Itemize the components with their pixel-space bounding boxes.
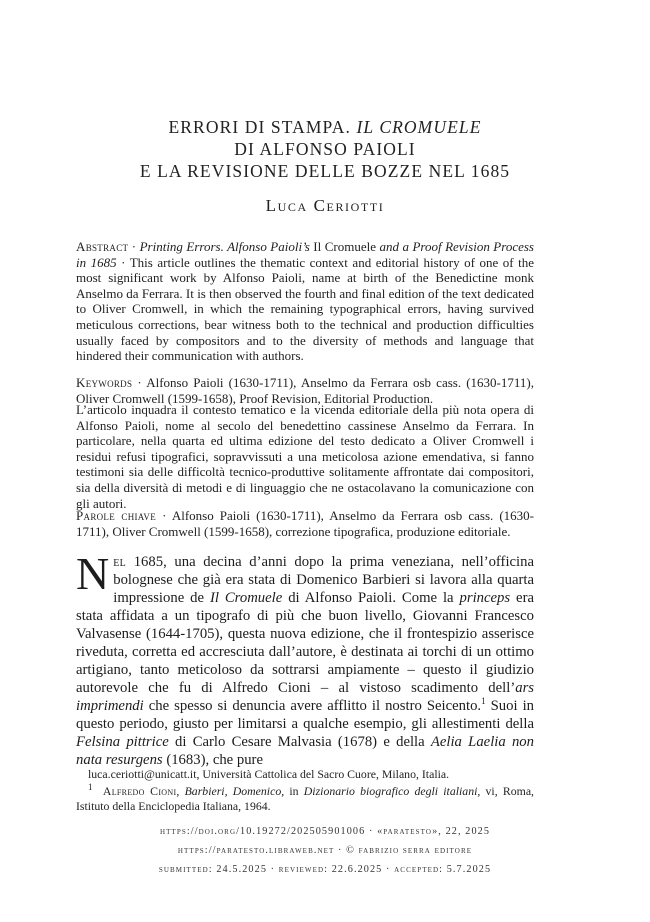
footer-doi[interactable]: https://doi.org/10.19272/202505901006 · «paratesto», 22, 2025 bbox=[159, 826, 491, 837]
parole-chiave: Parole chiave · Alfonso Paioli (1630-1711), Anselmo da Ferrara osb cass. (1630-1711), Oliver Cromwell (1599-1658), correzione tipografica, produzione editoriale. bbox=[76, 508, 535, 539]
abstract-text: This article outlines the thematic context and editorial history of one of the most significant work by Alfonso Paioli, name at birth of the Benedictine monk Anselmo da Ferrara. It is then observed the fourth and final edition of the text dedicated to Oliver Cromwell, in which the remaining typographical errors, having survived meticulous corrections, bear witness both to the technical and production difficulties usually faced by compositors and to the diversity of methods and language that hindered their communication with authors. bbox=[76, 254, 534, 364]
abstract: Abstract · Printing Errors. Alfonso Paioli’s Il Cromuele and a Proof Revision Process in 1685 · This article outlines the thematic context and editorial history of one of the most significant work by Alfonso Paioli, name at birth of the Benedictine monk Anselmo da Ferrara. It is then observed the fourth and final edition of the text dedicated to Oliver Cromwell, in which the remaining typographical errors, having survived meticulous corrections, bear witness both to the technical and production difficulties usually faced by compositors and to the diversity of methods and language that hindered their communication with authors. bbox=[76, 239, 534, 364]
title-line-3: E LA REVISIONE DELLE BOZZE NEL 1685 bbox=[139, 161, 511, 181]
drop-cap: N bbox=[76, 548, 110, 599]
keywords: Keywords · Alfonso Paioli (1630-1711), Anselmo da Ferrara osb cass. (1630-1711), Oliver Cromwell (1599-1658), Proof Revision, Editorial Production. bbox=[76, 375, 534, 406]
body-paragraph: Nel 1685, una decina d’anni dopo la prima veneziana, nell’officina bolognese che già era stata di Domenico Barbieri si lavora alla quarta impressione de Il Cromuele di Alfonso Paioli. Come la princeps era stata affidata a un tipografo di più che buon livello, Giovanni Francesco Valvasense (1644-1705), questa nuova edizione, che il frontespizio asserisce riveduta, corretta ed accresciuta dall’autore, è destinata ai torchi di un ottimo artigiano, tanto meticoloso da sottrarsi ampiamente – questo il giudizio autorevole che fu di Alfredo Cioni – al vistoso scadimento dell’ars imprimendi che spesso si denuncia avere afflitto il nostro Seicento.$^1$ Suoi in questo periodo, giusto per limitarsi a qualche esempio, gli allestimenti della Felsina pittrice di Carlo Cesare Malvasia (1678) e della Aelia Laelia non nata resurgens (1683), che pure bbox=[76, 548, 534, 768]
keywords-text: Alfonso Paioli (1630-1711), Anselmo da Ferrara osb cass. (1630-1711), Oliver Cromwell (1599-1658), Proof Revision, Editorial Production. bbox=[76, 375, 534, 406]
title-italic: IL CROMUELE bbox=[356, 117, 482, 137]
parole-chiave-text: Alfonso Paioli (1630-1711), Anselmo da Ferrara osb cass. (1630-1711), Oliver Cromwell (1599-1658), correzione tipografica, produzione editoriale. bbox=[76, 508, 535, 539]
footnote-ref[interactable]: 1 bbox=[481, 696, 486, 707]
author-name: Luca Ceriotti bbox=[265, 196, 385, 215]
keywords-label: Keywords bbox=[76, 375, 133, 390]
title-line-1: ERRORI DI STAMPA. IL CROMUELE bbox=[168, 117, 482, 137]
title-line-2: DI ALFONSO PAIOLI bbox=[234, 139, 416, 159]
footnote-1: $^1$ Alfredo Cioni, Barbieri, Domenico, in Dizionario biografico degli italiani, vi, Roma, Istituto della Enciclopedia Italiana, 1964. bbox=[76, 781, 534, 813]
parole-chiave-label: Parole chiave bbox=[76, 508, 157, 523]
footnotes bbox=[76, 767, 534, 813]
italian-abstract: L’articolo inquadra il contesto tematico e la vicenda editoriale della più nota opera di Alfonso Paioli, nome al secolo del benedettino cassinese Anselmo da Ferrara. In particolare, nella quarta ed ultima edizione del testo dedicato a Oliver Cromwell i residui refusi tipografici, sopravvissuti a una meticolosa azione emendativa, si fanno testimoni sia delle difficoltà tecnico-produttive solitamente affrontate dai compositori, sia della diversità di metodi e di linguaggio che ne ostacolavano la comunicazione con gli autori. bbox=[76, 402, 534, 511]
article-title bbox=[60, 116, 590, 182]
author-email[interactable]: luca.ceriotti@unicatt.it, Università Cattolica del Sacro Cuore, Milano, Italia. bbox=[88, 767, 450, 781]
footer-url[interactable]: https://paratesto.libraweb.net · © fabrizio serra editore bbox=[177, 845, 473, 856]
abstract-label: Abstract bbox=[76, 239, 129, 254]
footer-dates: submitted: 24.5.2025 · reviewed: 22.6.2025 · accepted: 5.7.2025 bbox=[158, 864, 492, 875]
